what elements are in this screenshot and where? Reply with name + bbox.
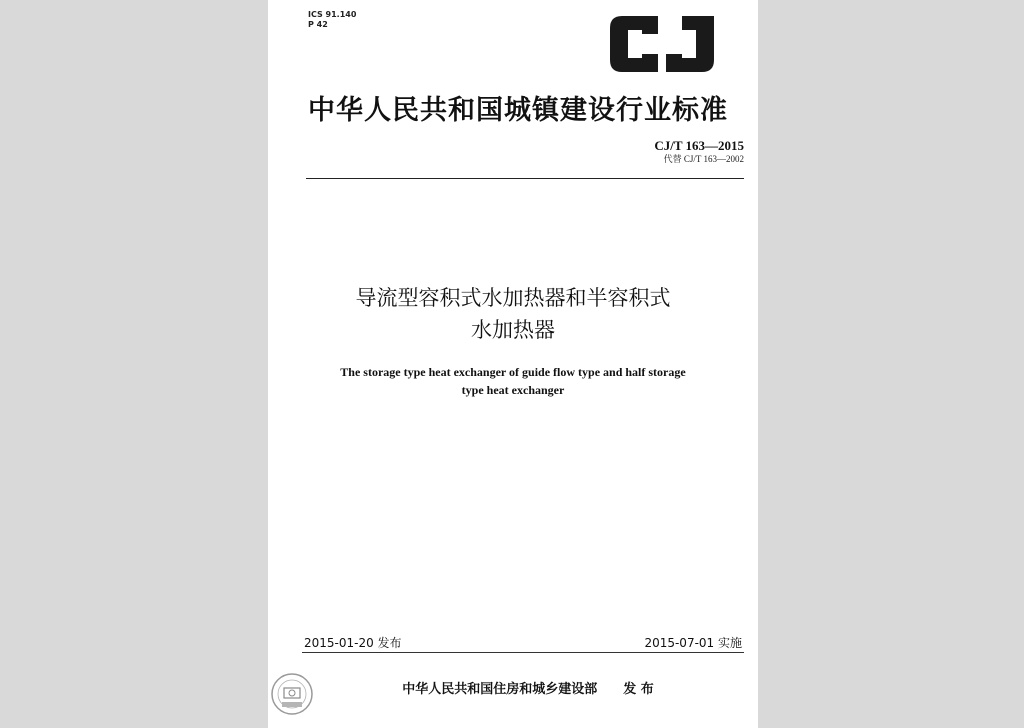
standard-code: CJ/T 163—2015: [654, 138, 744, 153]
publish-action: 发 布: [623, 682, 654, 697]
publisher-name: 中华人民共和国住房和城乡建设部: [402, 682, 598, 697]
publisher-line: [268, 678, 758, 697]
class-code: P 42: [308, 20, 328, 29]
issue-date: 2015-01-20 发布: [304, 636, 402, 650]
document-page: [268, 0, 758, 728]
ics-code: ICS 91.140: [308, 10, 357, 19]
footer-divider: [302, 652, 744, 653]
title-en-line1: The storage type heat exchanger of guide flow type and half storage: [340, 365, 686, 379]
implementation-date: 2015-07-01 实施: [644, 636, 742, 650]
document-title-cn: [268, 282, 758, 346]
header-divider: [306, 178, 744, 179]
standard-category-title: 中华人民共和国城镇建设行业标准: [308, 95, 728, 126]
title-en-line2: type heat exchanger: [461, 383, 565, 397]
title-cn-line2: 水加热器: [471, 318, 555, 342]
cj-logo: [610, 16, 714, 72]
replaces-code: 代替 CJ/T 163—2002: [663, 154, 744, 164]
classification-block: [308, 10, 356, 30]
title-cn-line1: 导流型容积式水加热器和半容积式: [355, 286, 671, 310]
document-title-en: [268, 363, 758, 399]
